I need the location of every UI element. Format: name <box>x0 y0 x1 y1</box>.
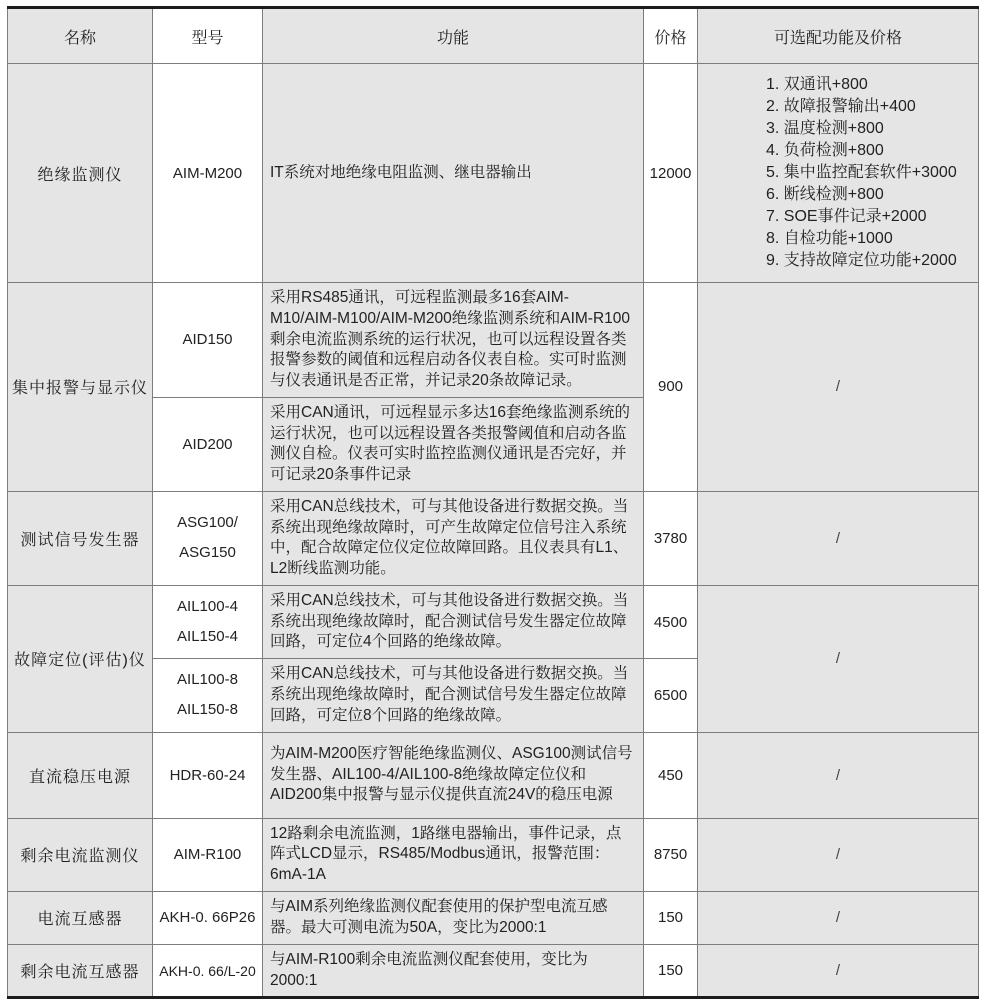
options-cell: / <box>698 283 979 492</box>
product-name-cell: 测试信号发生器 <box>8 491 153 585</box>
product-name-cell: 剩余电流监测仪 <box>8 818 153 891</box>
price-cell: 4500 <box>644 585 698 658</box>
product-name-cell: 故障定位(评估)仪 <box>8 585 153 732</box>
table-row <box>8 818 979 891</box>
model-line: ASG100/ <box>177 514 238 532</box>
header-options: 可选配功能及价格 <box>698 8 979 64</box>
table-row <box>8 491 979 585</box>
table-row <box>8 944 979 998</box>
option-item: 7. SOE事件记录+2000 <box>766 208 927 225</box>
model-cell: AID200 <box>153 397 263 491</box>
option-item: 3. 温度检测+800 <box>766 120 884 137</box>
option-item: 4. 负荷检测+800 <box>766 142 884 159</box>
price-cell: 150 <box>644 944 698 998</box>
option-item: 2. 故障报警输出+400 <box>766 98 916 115</box>
price-cell: 6500 <box>644 659 698 732</box>
option-item: 8. 自检功能+1000 <box>766 230 893 247</box>
table-row <box>8 283 979 398</box>
header-name: 名称 <box>8 8 153 64</box>
options-cell: / <box>698 732 979 818</box>
price-cell: 150 <box>644 891 698 944</box>
function-cell: 12路剩余电流监测，1路继电器输出，事件记录，点阵式LCD显示，RS485/Modbus通讯，报警范围：6mA-1A <box>263 818 644 891</box>
model-cell: AKH-0. 66P26 <box>153 891 263 944</box>
header-function: 功能 <box>263 8 644 64</box>
model-line: AIL100-4 <box>177 598 238 616</box>
model-cell <box>153 491 263 585</box>
table-row <box>8 585 979 658</box>
options-cell: / <box>698 491 979 585</box>
function-cell: 采用CAN通讯，可远程显示多达16套绝缘监测系统的运行状况，也可以远程设置各类报警阈值和启动各监测仪自检。仪表可实时监控监测仪通讯是否完好，并可记录20条事件记录 <box>263 397 644 491</box>
product-name-cell: 电流互感器 <box>8 891 153 944</box>
model-line: AIL150-8 <box>177 701 238 719</box>
product-name-cell: 剩余电流互感器 <box>8 944 153 998</box>
options-cell: / <box>698 585 979 732</box>
product-name-cell: 直流稳压电源 <box>8 732 153 818</box>
product-name-cell: 绝缘监测仪 <box>8 64 153 283</box>
price-cell: 8750 <box>644 818 698 891</box>
option-item: 1. 双通讯+800 <box>766 76 868 93</box>
option-item: 9. 支持故障定位功能+2000 <box>766 252 957 269</box>
model-cell: AID150 <box>153 283 263 398</box>
price-cell: 450 <box>644 732 698 818</box>
options-cell: / <box>698 891 979 944</box>
model-line: AIL100-8 <box>177 671 238 689</box>
function-cell: 采用CAN总线技术，可与其他设备进行数据交换。当系统出现绝缘故障时，配合测试信号发生器定位故障回路，可定位4个回路的绝缘故障。 <box>263 585 644 658</box>
price-cell: 12000 <box>644 64 698 283</box>
model-line: ASG150 <box>179 544 236 562</box>
option-item: 6. 断线检测+800 <box>766 186 884 203</box>
options-cell: / <box>698 818 979 891</box>
product-spec-table <box>7 6 979 999</box>
options-list <box>698 74 978 272</box>
table-row <box>8 732 979 818</box>
model-cell: HDR-60-24 <box>153 732 263 818</box>
table-row <box>8 64 979 283</box>
function-cell: 与AIM-R100剩余电流监测仪配套使用，变比为2000:1 <box>263 944 644 998</box>
function-cell: 采用CAN总线技术，可与其他设备进行数据交换。当系统出现绝缘故障时，配合测试信号发生器定位故障回路，可定位8个回路的绝缘故障。 <box>263 659 644 732</box>
product-name-cell: 集中报警与显示仪 <box>8 283 153 492</box>
function-cell: 与AIM系列绝缘监测仪配套使用的保护型电流互感器。最大可测电流为50A，变比为2000:1 <box>263 891 644 944</box>
model-cell: AIM-R100 <box>153 818 263 891</box>
table-row <box>8 891 979 944</box>
header-model: 型号 <box>153 8 263 64</box>
function-cell: 采用RS485通讯，可远程监测最多16套AIM-M10/AIM-M100/AIM-M200绝缘监测系统和AIM-R100剩余电流监测系统的运行状况，也可以远程设置各类报警参数的阈值和远程启动各仪表自检。实可时监测与仪表通讯是否正常，并记录20条故障记录。 <box>263 283 644 398</box>
model-line: AIL150-4 <box>177 628 238 646</box>
price-cell: 3780 <box>644 491 698 585</box>
model-cell <box>153 659 263 732</box>
function-cell: 采用CAN总线技术，可与其他设备进行数据交换。当系统出现绝缘故障时，可产生故障定位信号注入系统中，配合故障定位仪定位故障回路。且仪表具有L1、L2断线监测功能。 <box>263 491 644 585</box>
options-cell <box>698 64 979 283</box>
function-cell: 为AIM-M200医疗智能绝缘监测仪、ASG100测试信号发生器、AIL100-4/AIL100-8绝缘故障定位仪和AID200集中报警与显示仪提供直流24V的稳压电源 <box>263 732 644 818</box>
header-price: 价格 <box>644 8 698 64</box>
option-item: 5. 集中监控配套软件+3000 <box>766 164 957 181</box>
model-cell <box>153 585 263 658</box>
price-cell: 900 <box>644 283 698 492</box>
model-cell: AKH-0. 66/L-20 <box>153 944 263 998</box>
options-cell: / <box>698 944 979 998</box>
model-cell: AIM-M200 <box>153 64 263 283</box>
function-cell: IT系统对地绝缘电阻监测、继电器输出 <box>263 64 644 283</box>
header-row <box>8 8 979 64</box>
